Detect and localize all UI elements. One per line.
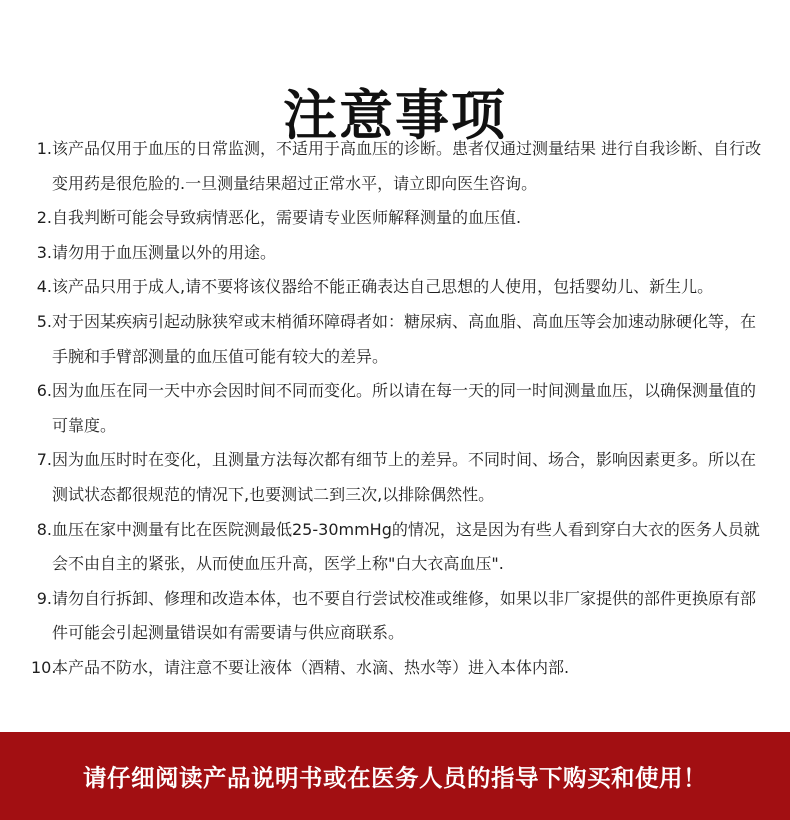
list-item — [0, 443, 790, 512]
item-text: 对于因某疾病引起动脉狭窄或末梢循环障碍者如：糖尿病、高血脂、高血压等会加速动脉硬化等，在手腕和手臂部测量的血压值可能有较大的差异。 — [52, 311, 757, 366]
item-number: 5. — [36, 311, 52, 331]
banner-text: 请仔细阅读产品说明书或在医务人员的指导下购买和使用！ — [83, 764, 707, 792]
list-item — [0, 582, 790, 651]
item-number: 1. — [36, 139, 52, 158]
item-text: 请勿用于血压测量以外的用途。 — [52, 242, 277, 262]
item-number: 7. — [36, 450, 52, 470]
item-text: 因为血压在同一天中亦会因时间不同而变化。所以请在每一天的同一时间测量血压，以确保测量值的可靠度。 — [52, 381, 757, 435]
list-item — [0, 305, 790, 374]
item-text: 本产品不防水，请注意不要让液体（酒精、水滴、热水等）进入本体内部. — [52, 657, 570, 677]
item-number: 10. — [31, 657, 57, 677]
item-number: 6. — [36, 381, 52, 401]
item-text: 该产品仅用于血压的日常监测，不适用于高血压的诊断。患者仅通过测量结果 进行自我诊断、自行改变用药是很危脸的.一旦测量结果超过正常水平，请立即向医生咨询。 — [52, 139, 762, 193]
list-item — [0, 270, 790, 305]
item-text: 血压在家中测量有比在医院测最低25-30mmHg的情况，这是因为有些人看到穿白大衣的医务人员就会不由自主的紧张，从而使血压升高，医学上称"白大衣高血压". — [52, 519, 760, 574]
list-item — [0, 132, 790, 201]
precautions-list — [0, 132, 790, 686]
list-item — [0, 513, 790, 582]
item-text: 自我判断可能会导致病情恶化，需要请专业医师解释测量的血压值. — [52, 208, 522, 228]
item-number: 3. — [36, 242, 52, 262]
list-item — [0, 651, 790, 686]
item-number: 9. — [36, 588, 52, 608]
list-item — [0, 374, 790, 443]
item-number: 2. — [36, 208, 52, 228]
item-number: 4. — [36, 277, 52, 297]
list-item — [0, 201, 790, 236]
list-item — [0, 236, 790, 271]
item-number: 8. — [36, 519, 52, 539]
item-text: 该产品只用于成人,请不要将该仪器给不能正确表达自己思想的人使用，包括婴幼儿、新生儿。 — [52, 277, 714, 297]
item-text: 因为血压时时在变化，且测量方法每次都有细节上的差异。不同时间、场合，影响因素更多。所以在测试状态都很规范的情况下,也要测试二到三次,以排除偶然性。 — [52, 450, 757, 504]
page-title: 注意事项 — [283, 84, 507, 148]
item-text: 请勿自行拆卸、修理和改造本体，也不要自行尝试校准或维修，如果以非厂家提供的部件更换原有部件可能会引起测量错误如有需要请与供应商联系。 — [52, 588, 757, 643]
warning-banner — [0, 732, 790, 820]
